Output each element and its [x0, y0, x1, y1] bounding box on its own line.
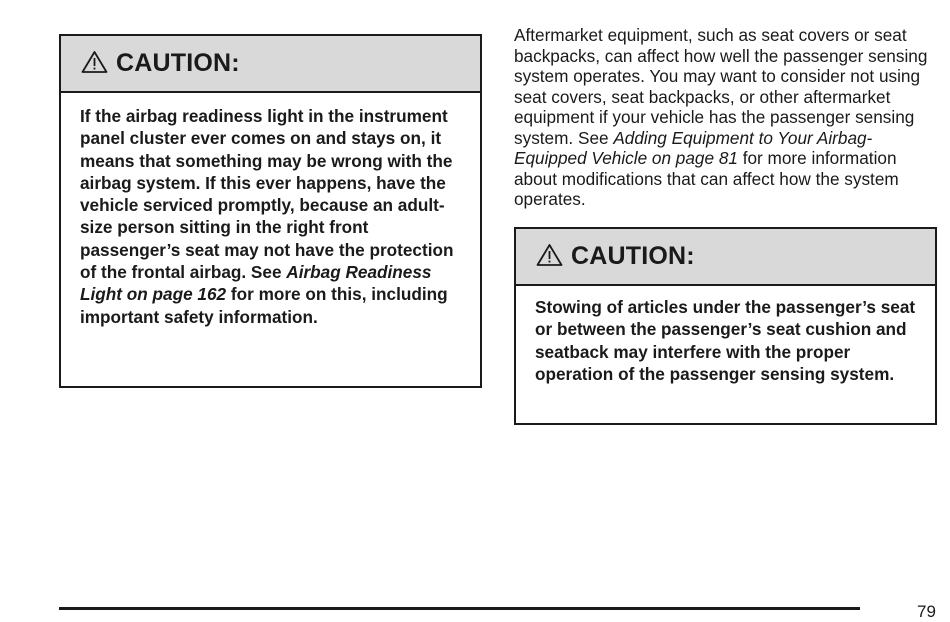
- caution-body: [61, 93, 480, 328]
- footer-rule: [59, 607, 860, 610]
- warning-triangle-icon: [81, 50, 108, 74]
- cross-reference-link[interactable]: Airbag Readiness Light on page 162: [80, 262, 432, 305]
- caution-box-airbag-readiness: [59, 34, 482, 388]
- warning-triangle-icon: [536, 243, 563, 267]
- caution-body: Stowing of articles under the passenger’s seat or between the passenger’s seat cushion and seatback may interfere with the proper operation of the passenger sensing system.: [535, 297, 916, 384]
- caution-header: [516, 229, 935, 286]
- caution-title: CAUTION:: [116, 49, 240, 77]
- page-number: 79: [917, 602, 936, 621]
- caution-header: [61, 36, 480, 93]
- paragraph-text-end: for more information about modifications that can affect how the system operates.: [514, 148, 899, 209]
- aftermarket-equipment-paragraph: [514, 25, 944, 210]
- caution-body-text: If the airbag readiness light in the instrument panel cluster ever comes on and stays on, it means that something may be wrong with the airbag system. If this ever happens, have the vehicle serviced promptly, because an adult-size person sitting in the right front passenger’s seat may not have the protection of the frontal airbag. See: [80, 106, 454, 283]
- paragraph-text: Aftermarket equipment, such as seat covers or seat backpacks, can affect how well the passenger sensing system operates. You may want to consider not using seat covers, seat backpacks, or other aftermarket equipment if your vehicle has the passenger sensing system. See: [514, 25, 928, 148]
- caution-body-text-end: for more on this, including important safety information.: [80, 284, 448, 327]
- caution-title: CAUTION:: [571, 242, 695, 270]
- cross-reference-link[interactable]: Adding Equipment to Your Airbag-Equipped Vehicle on page 81: [514, 127, 873, 168]
- caution-box-stowing-articles: [514, 227, 937, 425]
